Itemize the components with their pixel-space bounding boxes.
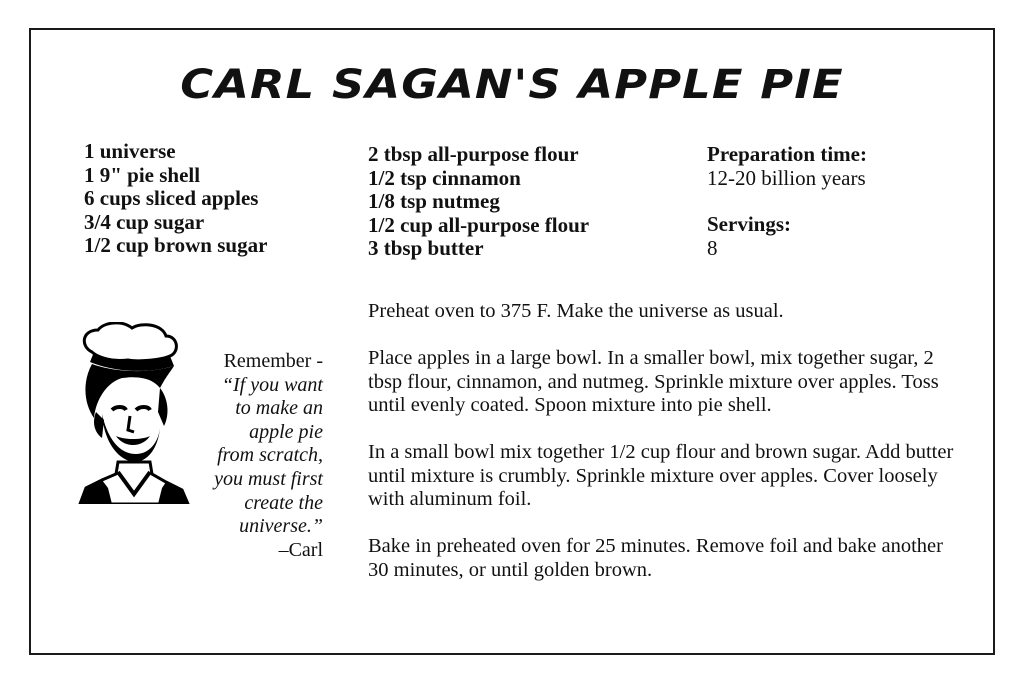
instruction-step: Preheat oven to 375 F. Make the universe as usual. bbox=[368, 300, 784, 322]
ingredient-item: 2 tbsp all-purpose flour bbox=[368, 142, 579, 166]
quote-line: you must first bbox=[214, 467, 323, 490]
ingredient-item: 3 tbsp butter bbox=[368, 236, 484, 260]
quote-author: –Carl bbox=[278, 538, 323, 561]
instruction-step: Bake in preheated oven for 25 minutes. Remove foil and bake another 30 minutes, or until golden brown. bbox=[368, 535, 943, 581]
quote-line: “If you want bbox=[221, 373, 323, 396]
quote-intro: Remember - bbox=[223, 350, 323, 372]
quote-line: create the bbox=[244, 491, 323, 514]
ingredient-item: 1/8 tsp nutmeg bbox=[368, 189, 500, 213]
quote-line: to make an bbox=[235, 397, 323, 420]
ingredient-item: 1/2 tsp cinnamon bbox=[368, 165, 521, 190]
ingredient-item: 1 9" pie shell bbox=[84, 162, 201, 187]
recipe-title: CARL SAGAN'S APPLE PIE bbox=[180, 62, 844, 108]
ingredient-item: 1 universe bbox=[84, 139, 176, 163]
ingredient-item: 1/2 cup all-purpose flour bbox=[368, 212, 590, 237]
instructions bbox=[368, 300, 968, 606]
ingredient-item: 1/2 cup brown sugar bbox=[84, 233, 268, 257]
quote-line: apple pie bbox=[249, 420, 323, 443]
quote-line: from scratch, bbox=[217, 444, 323, 467]
prep-time-label: Preparation time: bbox=[707, 142, 867, 166]
instruction-step: Place apples in a large bowl. In a smaller bowl, mix together sugar, 2 tbsp flour, cinnamon, and nutmeg. Sprinkle mixture over apples. Toss until evenly coated. Spoon mixture into pie shell. bbox=[368, 347, 939, 416]
quote-line: universe.” bbox=[239, 515, 323, 538]
recipe-info bbox=[707, 143, 867, 260]
instruction-step: In a small bowl mix together 1/2 cup flour and brown sugar. Add butter until mixture is crumbly. Sprinkle mixture over apples. Cover loosely with aluminum foil. bbox=[368, 441, 954, 510]
prep-time-value: 12-20 billion years bbox=[707, 165, 866, 190]
ingredients-list-middle bbox=[368, 143, 589, 261]
servings-label: Servings: bbox=[707, 212, 791, 236]
ingredient-item: 6 cups sliced apples bbox=[84, 186, 259, 210]
ingredient-item: 3/4 cup sugar bbox=[84, 209, 205, 234]
servings-value: 8 bbox=[707, 235, 718, 260]
sagan-quote bbox=[170, 350, 323, 562]
ingredients-list-left bbox=[84, 140, 267, 258]
